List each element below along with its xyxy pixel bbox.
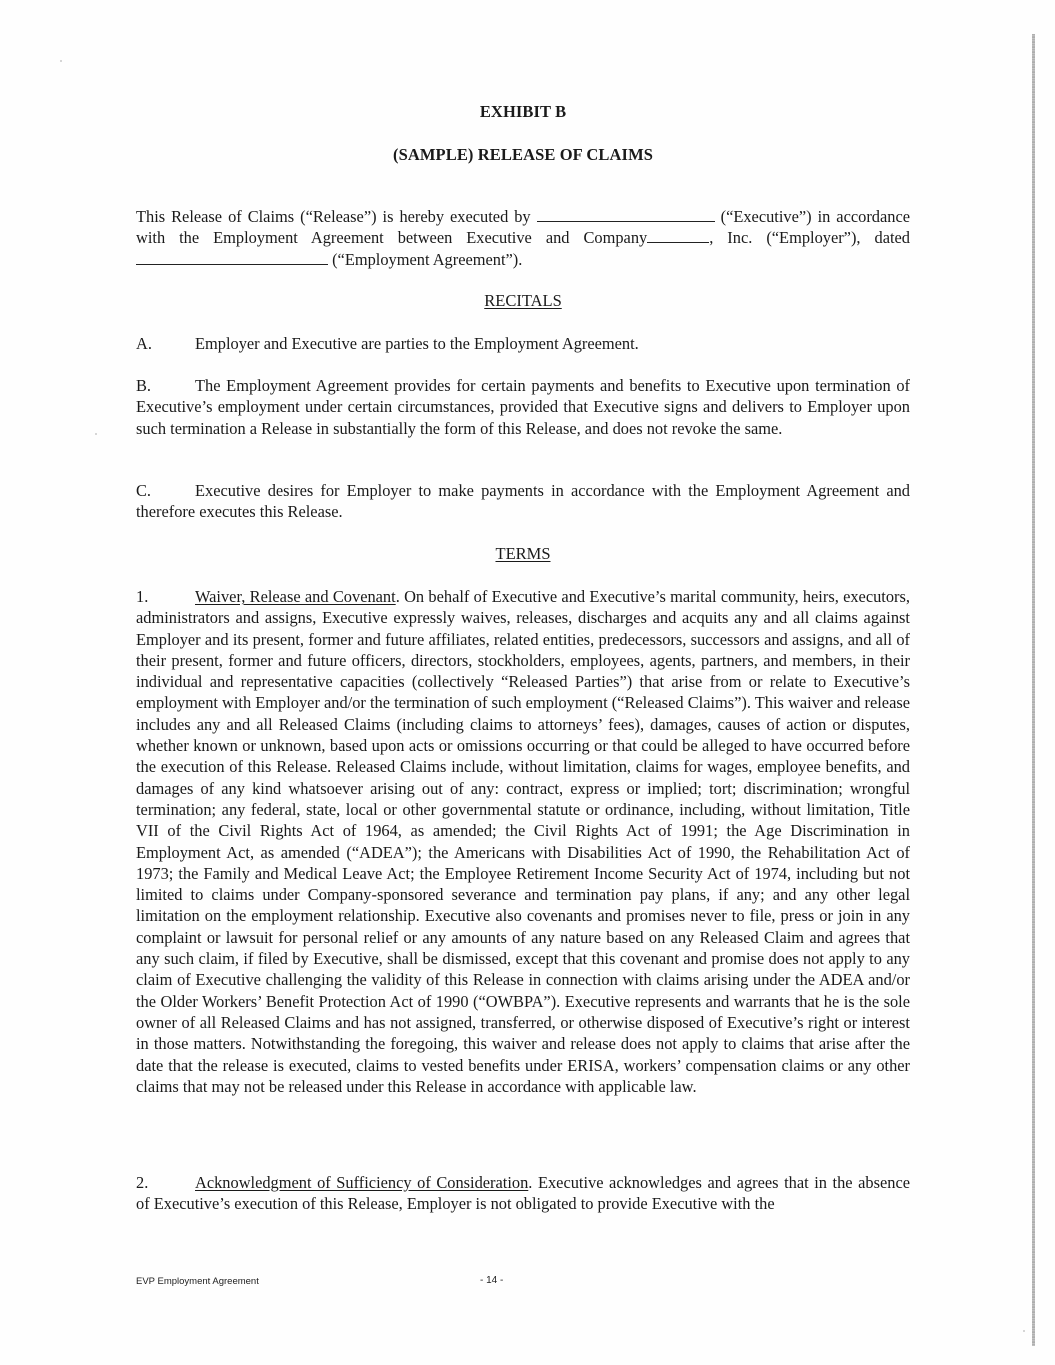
document-title: (SAMPLE) RELEASE OF CLAIMS — [392, 145, 654, 164]
term-text: . On behalf of Executive and Executive’s marital community, heirs, executors, administrators and assigns, Executive expressly waives, releases, discharges and acquits any and all claims against Employer and its present, former and future affiliates, related entities, predecessors, successors and assigns, and all of their present, former and future officers, directors, stockholders, employees, agents, partners, and members, in their individual and representative capacities (collectively “Released Parties”) that arise from or relate to Executive’s employment with Employer and/or the termination of such employment (“Released Claims”). This waiver and release includes any and all Released Claims (including claims to attorneys’ fees), damages, causes of action or disputes, whether known or unknown, based upon acts or omissions occurring or that could be alleged to have occurred before the execution of this Release. Released Claims include, without limitation, claims for wages, employee benefits, and damages of any kind whatsoever arising out of any: contract, express or implied; tort; discrimination; wrongful termination; any federal, state, local or other governmental statute or ordinance, including, without limitation, Title VII of the Civil Rights Act of 1964, as amended; the Civil Rights Act of 1991; the Age Discrimination in Employment Act, as amended (“ADEA”); the Americans with Disabilities Act of 1990, the Rehabilitation Act of 1973; the Family and Medical Leave Act; the Employee Retirement Income Security Act of 1974, including but not limited to claims under Company-sponsored severance and termination pay plans, if any; and any other legal limitation on the employment relationship. Executive also covenants and promises never to file, press or join in any complaint or lawsuit for personal relief or any amounts of any nature based on any Released Claim and agrees that any such claim, if filed by Executive, shall be dismissed, except that this covenant and promise does not apply to any claim of Executive challenging the validity of this Release in connection with claims arising under the ADEA and/or the Older Workers’ Benefit Protection Act of 1990 (“OWBPA”). Executive represents and warrants that he is the sole owner of all Released Claims and has not assigned, transferred, or otherwise disposed of Executive’s right or interest in those matters. Notwithstanding the foregoing, this waiver and release does not apply to claims that arise after the date that the release is executed, claims to vested benefits under ERISA, workers’ compensation claims or any other claims that may not be released under this Release in accordance with applicable law. — [136, 587, 910, 1096]
recitals-heading: RECITALS — [484, 291, 562, 310]
intro-paragraph — [136, 206, 910, 270]
recital-c — [136, 480, 910, 523]
footer-document-name: EVP Employment Agreement — [136, 1276, 259, 1287]
footer-page-number: - 14 - — [480, 1275, 504, 1286]
recital-label: B. — [136, 376, 152, 395]
term-label: 2. — [136, 1173, 149, 1192]
exhibit-heading: EXHIBIT B — [479, 102, 567, 121]
term-title: Waiver, Release and Covenant — [195, 587, 396, 606]
recital-b — [136, 375, 910, 439]
scan-speck — [95, 433, 97, 435]
term-2 — [136, 1172, 910, 1215]
intro-text-1: This Release of Claims (“Release”) is hereby executed by — [136, 207, 537, 226]
term-label: 1. — [136, 587, 149, 606]
agreement-date-blank[interactable] — [136, 250, 328, 265]
executive-name-blank[interactable] — [537, 207, 715, 222]
scan-edge-artifact — [1032, 34, 1035, 1346]
intro-text-4: (“Employment Agreement”). — [328, 249, 523, 269]
recital-label: A. — [136, 334, 152, 353]
term-text: . Executive acknowledges and agrees that in the absence of Executive’s execution of this Release, Employer is not obligated to provide Executive with the — [136, 1173, 911, 1214]
intro-text-2: (“Executive”) in accordance with the Employment Agreement between Executive and Company — [136, 207, 911, 248]
recital-a — [136, 333, 910, 354]
company-name-blank[interactable] — [647, 228, 709, 243]
scan-speck — [60, 60, 62, 62]
recital-label: C. — [136, 481, 152, 500]
recital-text: The Employment Agreement provides for certain payments and benefits to Executive upon termination of Executive’s employment under certain circumstances, provided that Executive signs and delivers to Employer upon such termination a Release in substantially the form of this Release, and does not revoke the same. — [136, 376, 910, 438]
recital-text: Executive desires for Employer to make payments in accordance with the Employment Agreement and therefore executes this Release. — [136, 481, 910, 522]
recital-text: Employer and Executive are parties to the Employment Agreement. — [195, 334, 639, 353]
terms-heading: TERMS — [495, 544, 551, 563]
term-1 — [136, 586, 910, 1097]
scan-speck — [1023, 1330, 1025, 1332]
term-title: Acknowledgment of Sufficiency of Consideration — [195, 1173, 529, 1192]
intro-text-3: , Inc. (“Employer”), dated — [709, 228, 910, 248]
